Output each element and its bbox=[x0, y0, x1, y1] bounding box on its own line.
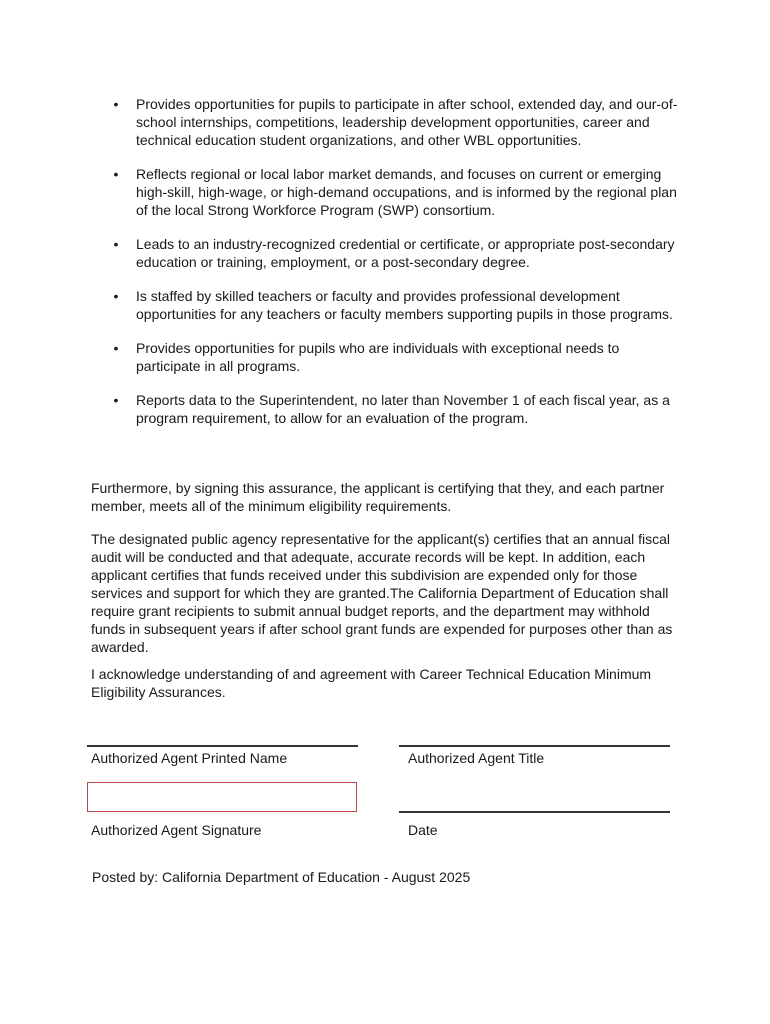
list-item bbox=[110, 287, 680, 323]
bullet-icon: • bbox=[113, 236, 119, 252]
list-item bbox=[110, 235, 680, 271]
bullet-icon: • bbox=[113, 392, 119, 408]
printed-name-line[interactable] bbox=[87, 745, 358, 747]
title-label: Authorized Agent Title bbox=[408, 750, 545, 766]
signature-field[interactable] bbox=[87, 782, 357, 812]
posted-by-footer: Posted by: California Department of Education - August 2025 bbox=[92, 869, 471, 885]
list-item bbox=[110, 165, 680, 219]
bullet-icon: • bbox=[113, 166, 119, 182]
bullet-icon: • bbox=[113, 340, 119, 356]
list-item bbox=[110, 339, 680, 375]
signature-label: Authorized Agent Signature bbox=[91, 822, 262, 838]
list-item-text: Reports data to the Superintendent, no later than November 1 of each fiscal year, as a program requirement, to allow for an evaluation of the program. bbox=[136, 392, 670, 426]
requirements-list bbox=[110, 95, 680, 443]
printed-name-label: Authorized Agent Printed Name bbox=[91, 750, 288, 766]
list-item-text: Is staffed by skilled teachers or faculty and provides professional development opportunities for any teachers or faculty members supporting pupils in those programs. bbox=[136, 288, 673, 322]
list-item bbox=[110, 95, 680, 149]
certification-paragraph: Furthermore, by signing this assurance, the applicant is certifying that they, and each partner member, meets all of the minimum eligibility requirements. bbox=[91, 480, 665, 514]
title-line[interactable] bbox=[399, 745, 670, 747]
date-label: Date bbox=[408, 822, 438, 838]
acknowledgement-paragraph: I acknowledge understanding of and agreement with Career Technical Education Minimum Eligibility Assurances. bbox=[91, 666, 652, 700]
audit-paragraph: The designated public agency representative for the applicant(s) certifies that an annual fiscal audit will be conducted and that adequate, accurate records will be kept. In addition, each applicant certifies that funds received under this subdivision are expended only for those services and support for which they are granted.The California Department of Education shall require grant recipients to submit annual budget reports, and the department may withhold funds in subsequent years if after school grant funds are expended for purposes other than as awarded. bbox=[91, 531, 673, 655]
bullet-icon: • bbox=[113, 96, 119, 112]
list-item-text: Leads to an industry-recognized credential or certificate, or appropriate post-secondary education or training, employment, or a post-secondary degree. bbox=[136, 236, 675, 270]
date-line[interactable] bbox=[399, 811, 670, 813]
list-item bbox=[110, 391, 680, 427]
list-item-text: Reflects regional or local labor market demands, and focuses on current or emerging high-skill, high-wage, or high-demand occupations, and is informed by the regional plan of the local Strong Workforce Program (SWP) consortium. bbox=[136, 166, 677, 218]
bullet-icon: • bbox=[113, 288, 119, 304]
list-item-text: Provides opportunities for pupils who are individuals with exceptional needs to participate in all programs. bbox=[136, 340, 620, 374]
list-item-text: Provides opportunities for pupils to participate in after school, extended day, and our-of-school internships, competitions, leadership development opportunities, career and technical education student organizations, and other WBL opportunities. bbox=[136, 96, 678, 148]
